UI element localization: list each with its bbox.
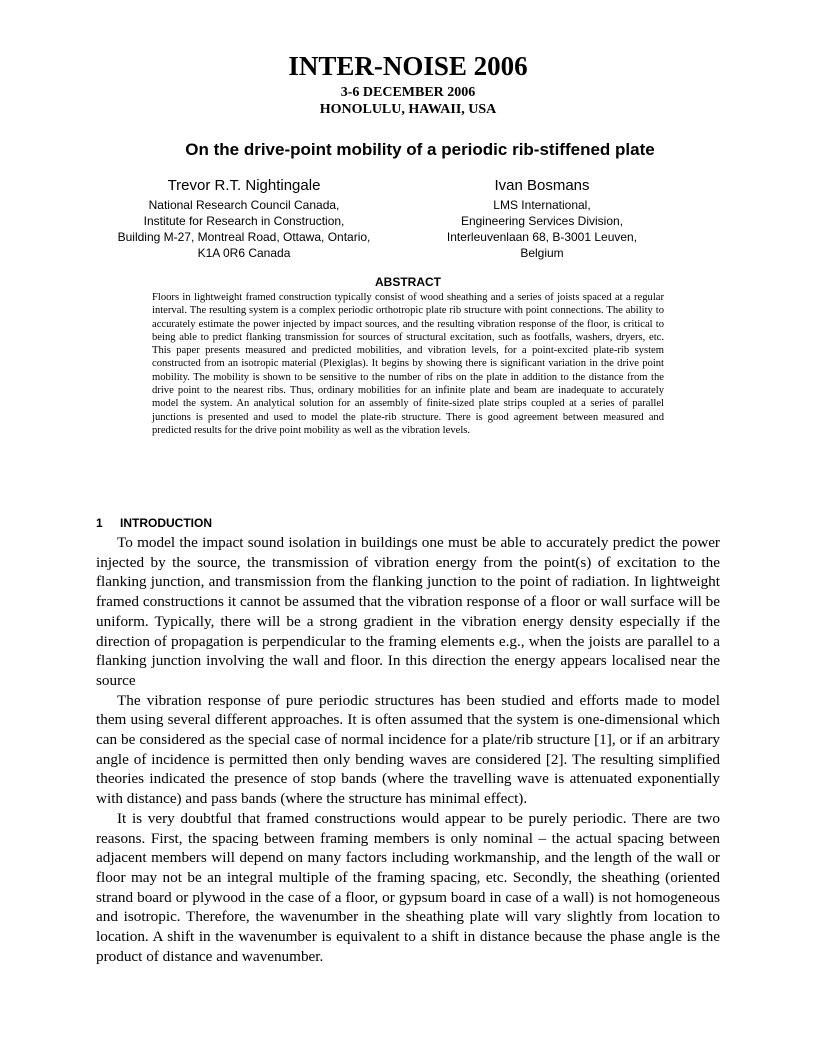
author-affiliation-line: Interleuvenlaan 68, B-3001 Leuven, bbox=[446, 230, 638, 244]
body-paragraph: The vibration response of pure periodic structures has been studied and efforts made to model them using several different approaches. It is often assumed that the system is one-dimensional which can be considered as the special case of normal incidence for a plate/rib structure [1], or if an arbitrary angle of incidence is permitted then only bending waves are considered [2]. The resulting simplified theories indicated the presence of stop bands (where the travelling wave is attenuated exponentially with distance) and pass bands (where the structure has minimal effect). bbox=[96, 691, 720, 808]
author-block-bosmans bbox=[410, 176, 674, 261]
author-affiliation-line: LMS International, bbox=[493, 198, 591, 212]
paper-title: On the drive-point mobility of a periodic rib-stiffened plate bbox=[185, 140, 655, 159]
author-affiliation-line: Engineering Services Division, bbox=[460, 214, 624, 228]
introduction-body bbox=[96, 533, 720, 966]
author-name: Trevor R.T. Nightingale bbox=[167, 177, 321, 194]
section-number: 1 bbox=[96, 516, 103, 530]
conference-location: HONOLULU, HAWAII, USA bbox=[319, 102, 497, 117]
section-title: INTRODUCTION bbox=[120, 516, 212, 530]
author-affiliation-line: K1A 0R6 Canada bbox=[197, 246, 291, 260]
author-affiliation-line: Institute for Research in Construction, bbox=[143, 214, 345, 228]
author-affiliation-line: Building M-27, Montreal Road, Ottawa, Ontario, bbox=[117, 230, 371, 244]
conference-date: 3-6 DECEMBER 2006 bbox=[340, 85, 476, 100]
author-affiliation-line: Belgium bbox=[520, 246, 564, 260]
body-paragraph: It is very doubtful that framed constructions would appear to be purely periodic. There are two reasons. First, the spacing between framing members is only nominal – the actual spacing between adjacent members will depend on many factors including workmanship, and the length of the wall or floor may not be an integral multiple of the framing spacing, etc. Secondly, the sheathing (oriented strand board or plywood in the case of a floor, or gypsum board in case of a wall) is not homogeneous and isotropic. Therefore, the wavenumber in the sheathing plate will vary slightly from location to location. A shift in the wavenumber is equivalent to a shift in distance because the phase angle is the product of distance and wavenumber. bbox=[96, 809, 720, 965]
section-heading-introduction bbox=[96, 516, 212, 531]
body-paragraph: To model the impact sound isolation in buildings one must be able to accurately predict the power injected by the source, the transmission of vibration energy from the point(s) of excitation to the flanking junction, and transmission from the flanking junction to the point of radiation. In lightweight framed constructions it cannot be assumed that the vibration response of a floor or wall surface will be uniform. Typically, there will be a strong gradient in the vibration energy density especially if the direction of propagation is perpendicular to the framing elements e.g., when the joists are parallel to a flanking junction involving the wall and floor. In this direction the energy appears localised near the source bbox=[96, 534, 720, 689]
author-affiliation-line: National Research Council Canada, bbox=[148, 198, 340, 212]
author-block-nightingale bbox=[96, 176, 392, 261]
author-name: Ivan Bosmans bbox=[494, 177, 590, 194]
abstract-heading: ABSTRACT bbox=[375, 275, 441, 289]
abstract-text: Floors in lightweight framed construction typically consist of wood sheathing and a series of joists spaced at a regular interval. The resulting system is a complex periodic orthotropic plate rib structure with point connections. The ability to accurately estimate the power injected by impact sources, and the resulting vibration response of the floor, is critical to being able to predict flanking transmission for sources of structural excitation, such as footfalls, washers, dryers, etc. This paper presents measured and predicted mobilities, and vibration levels, for a point-excited plate-rib system constructed from an isotropic material (Plexiglas). It begins by showing there is significant variation in the drive point mobility. The mobility is shown to be sensitive to the number of ribs on the plate in addition to the distance from the drive point to the nearest ribs. Thus, ordinary mobilities for an infinite plate and beam are inadequate to accurately model the system. An analytical solution for an assembly of finite-sized plate strips coupled at a series of parallel junctions is presented and used to model the plate-rib structure. There is good agreement between measured and predicted results for the drive point mobility as well as the vibration levels. bbox=[152, 292, 664, 436]
conference-title: INTER-NOISE 2006 bbox=[288, 51, 528, 81]
